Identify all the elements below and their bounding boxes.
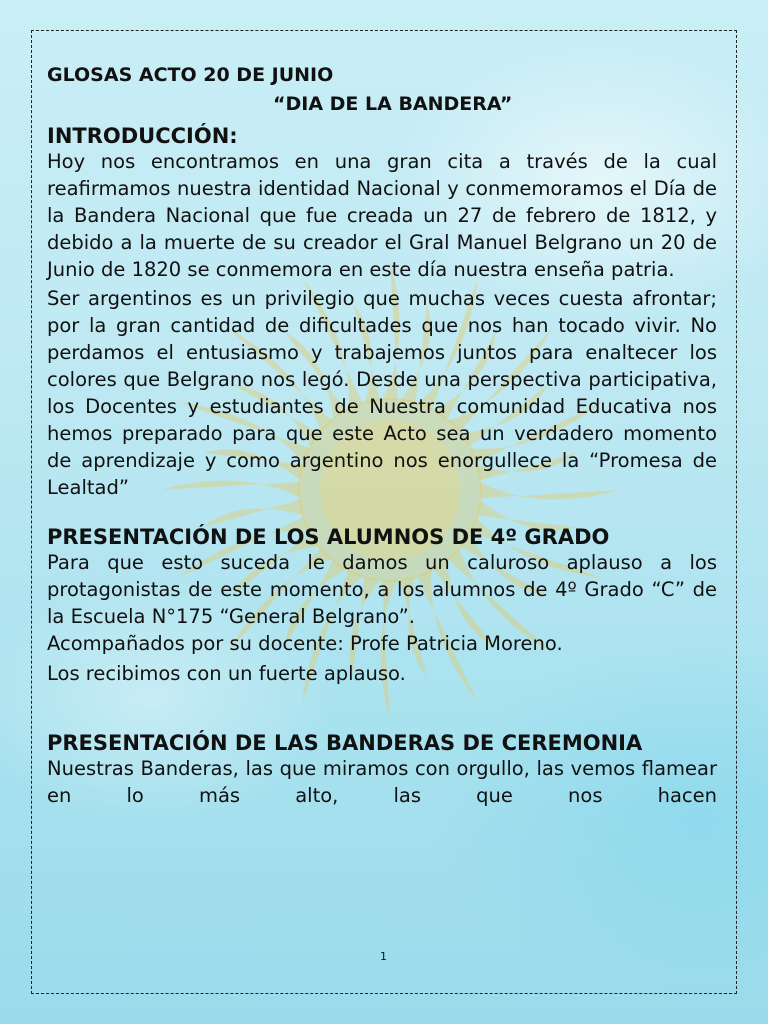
- document-subtitle: “DIA DE LA BANDERA”: [273, 93, 513, 115]
- intro-paragraph-2: Ser argentinos es un privilegio que muchas veces cuesta afrontar; por la gran cantidad de dificultades que nos han tocado vivir. No perdamos el entusiasmo y trabajemos juntos para enaltecer los colores que Belgrano nos legó. Desde una perspectiva participativa, los Docentes y estudiantes de Nuestra comunidad Educativa nos hemos preparado para que este Acto sea un verdadero momento de aprendizaje y como argentino nos enorgullece la “Promesa de Lealtad”: [47, 287, 717, 499]
- students-heading: PRESENTACIÓN DE LOS ALUMNOS DE 4º GRADO: [47, 525, 610, 549]
- students-teacher-line: Acompañados por su docente: Profe Patricia Moreno.: [47, 632, 563, 655]
- intro-heading: INTRODUCCIÓN:: [47, 124, 238, 148]
- page-number: 1: [380, 950, 387, 963]
- flags-heading: PRESENTACIÓN DE LAS BANDERAS DE CEREMONIA: [47, 731, 643, 755]
- document-title: GLOSAS ACTO 20 DE JUNIO: [47, 64, 334, 86]
- students-applause-line: Los recibimos con un fuerte aplauso.: [47, 662, 406, 685]
- document-body: [47, 60, 717, 809]
- students-paragraph: Para que esto suceda le damos un caluroso aplauso a los protagonistas de este momento, a los alumnos de 4º Grado “C” de la Escuela N°175 “General Belgrano”.: [47, 551, 717, 628]
- flags-paragraph: Nuestras Banderas, las que miramos con orgullo, las vemos flamear en lo más alto, las que nos hacen: [47, 757, 717, 807]
- intro-paragraph-1: Hoy nos encontramos en una gran cita a través de la cual reafirmamos nuestra identidad Nacional y conmemoramos el Día de la Bandera Nacional que fue creada un 27 de febrero de 1812, y debido a la muerte de su creador el Gral Manuel Belgrano un 20 de Junio de 1820 se conmemora en este día nuestra enseña patria.: [47, 150, 717, 281]
